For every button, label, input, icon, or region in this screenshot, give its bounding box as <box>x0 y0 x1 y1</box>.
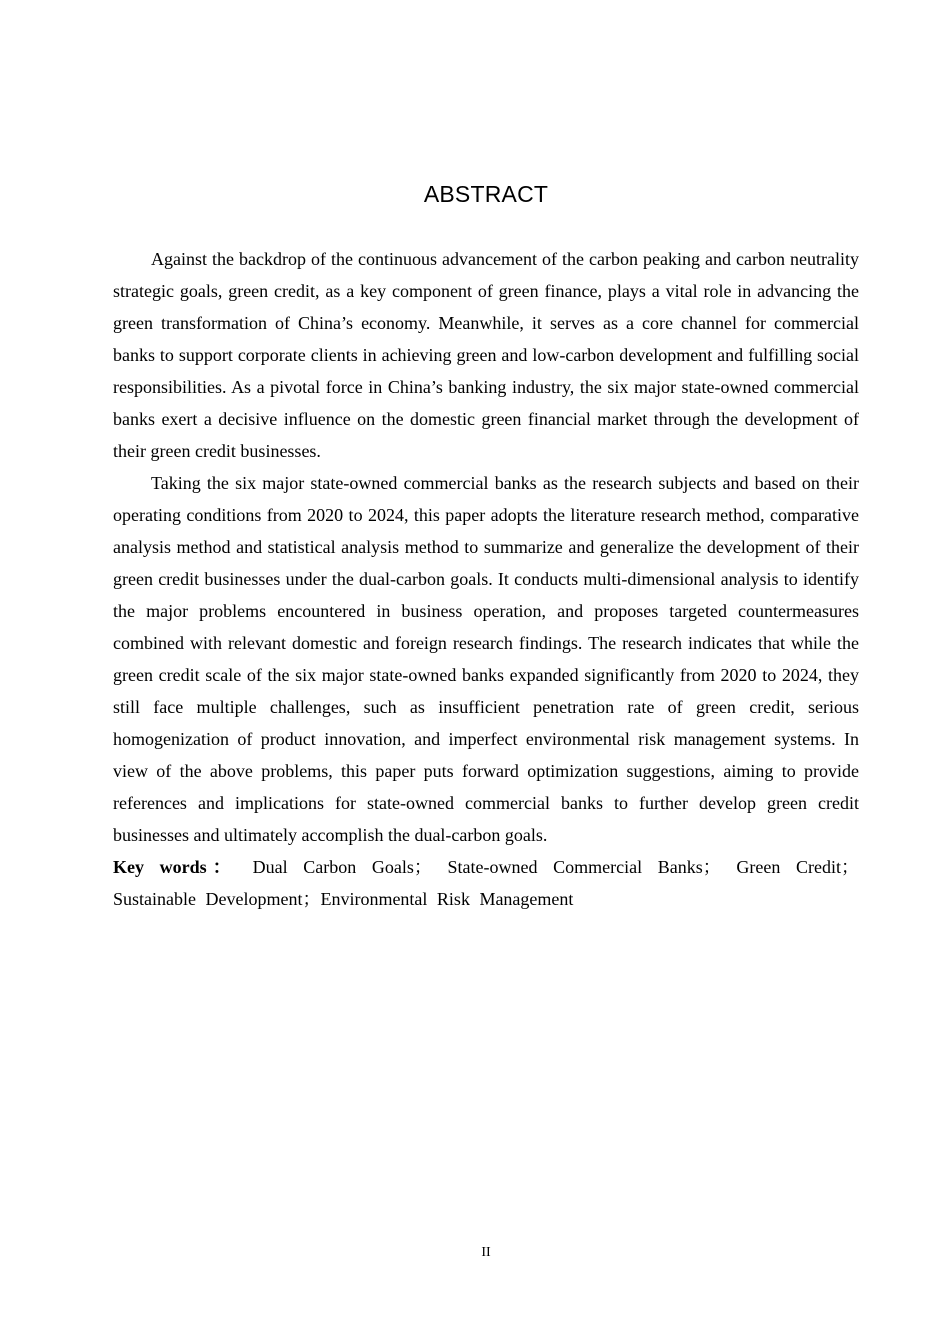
abstract-paragraph-1: Against the backdrop of the continuous advancement of the carbon peaking and carbon neutrality strategic goals, green credit, as a key component of green finance, plays a vital role in advancing the green transformation of China’s economy. Meanwhile, it serves as a core channel for commercial banks to support corporate clients in achieving green and low-carbon development and fulfilling social responsibilities. As a pivotal force in China’s banking industry, the six major state-owned commercial banks exert a decisive influence on the domestic green financial market through the development of their green credit businesses. <box>113 249 859 461</box>
keywords-text: Dual Carbon Goals； State-owned Commercial Banks； Green Credit； Sustainable Development；Environmental Risk Management <box>113 857 859 909</box>
abstract-paragraph-2: Taking the six major state-owned commercial banks as the research subjects and based on their operating conditions from 2020 to 2024, this paper adopts the literature research method, comparative analysis method and statistical analysis method to summarize and generalize the development of their green credit businesses under the dual-carbon goals. It conducts multi-dimensional analysis to identify the major problems encountered in business operation, and proposes targeted countermeasures combined with relevant domestic and foreign research findings. The research indicates that while the green credit scale of the six major state-owned banks expanded significantly from 2020 to 2024, they still face multiple challenges, such as insufficient penetration rate of green credit, serious homogenization of product innovation, and imperfect environmental risk management systems. In view of the above problems, this paper puts forward optimization suggestions, aiming to provide references and implications for state-owned commercial banks to further develop green credit businesses and ultimately accomplish the dual-carbon goals. <box>113 473 859 845</box>
page-number: II <box>481 1245 491 1260</box>
keywords-label: Key words： <box>113 857 237 877</box>
keywords-line <box>113 851 859 915</box>
abstract-title: ABSTRACT <box>423 181 549 207</box>
abstract-body <box>113 243 859 915</box>
